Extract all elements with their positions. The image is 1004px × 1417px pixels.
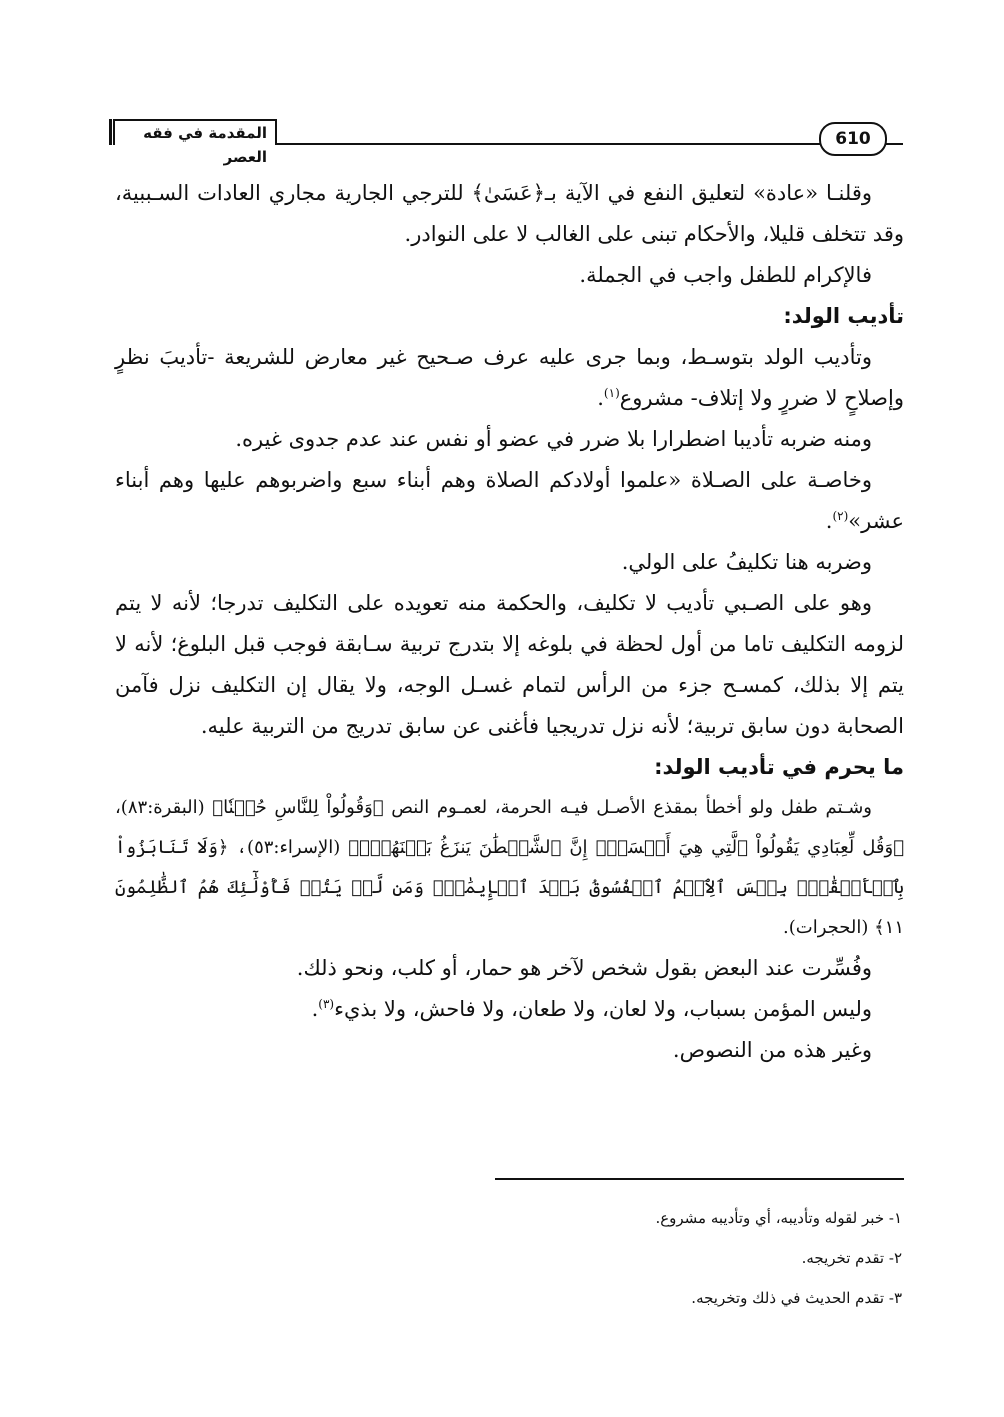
paragraph: وضربه هنا تكليفُ على الولي. — [621, 550, 872, 574]
punctuation: . — [597, 386, 604, 410]
footnote-ref[interactable]: (٢) — [832, 509, 849, 523]
paragraph — [115, 460, 904, 542]
punctuation: . — [825, 509, 833, 533]
paragraph-text: وخاصـة على الصـلاة «علموا أولادكم الصلاة وهم أبناء سبع واضربوهم عليها وهم أبناء عشر» — [115, 468, 904, 533]
footnote: ١- خبر لقوله وتأديبه، أي وتأديبه مشروع. — [655, 1209, 902, 1227]
page-header — [113, 117, 903, 166]
footnote: ٣- تقدم الحديث في ذلك وتخريجه. — [691, 1289, 902, 1307]
punctuation: . — [311, 997, 319, 1021]
paragraph-text: وليس المؤمن بسباب، ولا لعان، ولا طعان، ولا فاحش، ولا بذيء — [334, 997, 872, 1021]
paragraph: وفُسِّرت عند البعض بقول شخص لآخر هو حمار، أو كلب، ونحو ذلك. — [296, 956, 872, 980]
footnote-divider — [495, 1178, 904, 1180]
paragraph: وقلنـا «عادة» لتعليق النفع في الآية بـ﴿عَسَىٰ﴾ للترجي الجارية مجاري العادات السـببية، وقد تتخلف قليلا، والأحكام تبنى على الغالب لا على النوادر. — [115, 181, 904, 246]
paragraph-text: وتأديب الولد بتوسـط، وبما جرى عليه عرف صـحيح غير معارض للشريعة -تأديبَ نظرٍ وإصلاحٍ لا ضررٍ ولا إتلاف- مشروع — [115, 345, 904, 410]
footnote-ref[interactable]: (٣) — [318, 997, 335, 1011]
paragraph — [115, 337, 904, 419]
footnote-ref[interactable]: (١) — [603, 386, 620, 400]
paragraph: ومنه ضربه تأديبا اضطرارا بلا ضرر في عضو أو نفس عند عدم جدوى غيره. — [235, 427, 872, 451]
section-heading: تأديب الولد: — [783, 304, 904, 328]
paragraph-quran: وشـتم طفل ولو أخطأ بمقذع الأصـل فيـه الحرمة، لعمـوم النص ﴿وَقُولُواْ لِلنَّاسِ حُسۡنٗا﴾ (البقرة:٨٣)، ﴿وَقُل لِّعِبَادِي يَقُولُواْ ٱلَّتِي هِيَ أَحۡسَنُۚ إِنَّ ٱلشَّيۡطَٰنَ يَنزَغُ بَيۡنَهُمۡۚ﴾ (الإسراء:٥٣)، ﴿وَلَا تَنَابَزُواْ بِٱلۡأَلۡقَٰبِۖ بِئۡسَ ٱلِٱسۡمُ ٱلۡفُسُوقُ بَعۡدَ ٱلۡإِيمَٰنِۚ وَمَن لَّمۡ يَتُبۡ فَأُوْلَٰٓئِكَ هُمُ ٱلظَّٰلِمُونَ ١١﴾ (الحجرات). — [115, 797, 905, 938]
paragraph: وغير هذه من النصوص. — [672, 1038, 872, 1062]
main-text — [115, 173, 904, 1071]
page-number: 610 — [819, 122, 887, 156]
paragraph — [115, 989, 904, 1030]
book-title: المقدمة في فقه العصر — [113, 119, 277, 145]
footnotes — [402, 1198, 902, 1318]
section-heading: ما يحرم في تأديب الولد: — [654, 755, 904, 779]
paragraph: فالإكرام للطفل واجب في الجملة. — [579, 263, 872, 287]
footnote: ٢- تقدم تخريجه. — [801, 1249, 902, 1267]
paragraph: وهو على الصـبي تأديب لا تكليف، والحكمة منه تعويده على التكليف تدرجا؛ لأنه لا يتم لزومه التكليف تاما من أول لحظة في بلوغه إلا بتدرج تربية سـابقة فوجب قبل البلوغ؛ لأنه لا يتم إلا بذلك، كمسـح جزء من الرأس لتمام غسـل الوجه، ولا يقال إن التكليف نزل فآمن الصحابة دون سابق تربية؛ لأنه نزل تدريجيا فأغنى عن سابق تدريج من التربية عليه. — [115, 591, 904, 738]
